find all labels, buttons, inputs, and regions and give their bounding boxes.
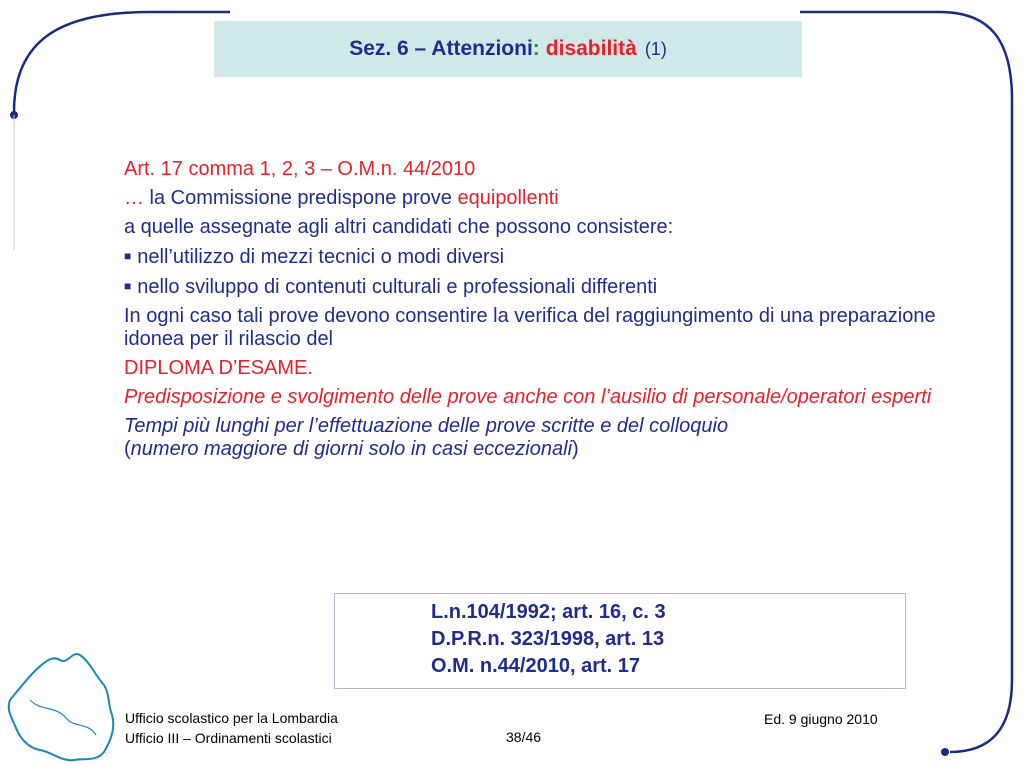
paren-open: ( xyxy=(124,438,131,460)
footer-org-line: Ufficio III – Ordinamenti scolastici xyxy=(125,730,332,746)
bullet-text: nello sviluppo di contenuti culturali e professionali differenti xyxy=(137,276,658,298)
commission-text: la Commissione predispone prove xyxy=(144,187,458,209)
legal-reference: D.P.R.n. 323/1998, art. 13 xyxy=(431,628,665,650)
title-highlight: disabilità xyxy=(545,37,637,60)
article-reference: Art. 17 comma 1, 2, 3 – O.M.n. 44/2010 xyxy=(124,158,476,180)
title-colon: : xyxy=(532,37,540,60)
assignment-statement: a quelle assegnate agli altri candidati che possono consistere: xyxy=(124,216,674,238)
bullet-item xyxy=(124,245,974,269)
personnel-statement: Predisposizione e svolgimento delle prove anche con l’ausilio di personale/operatori esperti xyxy=(124,386,932,408)
slide-title xyxy=(214,21,802,77)
bullet-item xyxy=(124,275,974,299)
title-prefix: Sez. 6 – Attenzioni xyxy=(349,37,533,60)
equipollenti-text: equipollenti xyxy=(457,187,559,209)
lombardia-map-icon xyxy=(9,654,114,760)
bullet-text: nell’utilizzo di mezzi tecnici o modi diversi xyxy=(137,246,505,268)
commission-statement xyxy=(124,187,974,210)
bullet-square-icon: ■ xyxy=(124,249,132,263)
slide-content xyxy=(124,158,974,467)
diploma-text: DIPLOMA D’ESAME. xyxy=(124,357,313,379)
legal-reference: L.n.104/1992; art. 16, c. 3 xyxy=(431,601,666,623)
time-note-text: numero maggiore di giorni solo in casi eccezionali xyxy=(130,438,573,460)
legal-reference: O.M. n.44/2010, art. 17 xyxy=(431,655,640,677)
paren-close: ) xyxy=(572,438,579,460)
edition-date: Ed. 9 giugno 2010 xyxy=(764,711,878,727)
page-number: 38/46 xyxy=(506,729,542,745)
title-number: (1) xyxy=(644,38,667,59)
legal-references-box xyxy=(334,593,906,689)
bullet-square-icon: ■ xyxy=(124,279,132,293)
footer-org-line: Ufficio scolastico per la Lombardia xyxy=(125,710,338,726)
time-statement: Tempi più lunghi per l’effettuazione delle prove scritte e del colloquio xyxy=(124,415,729,437)
verification-statement: In ogni caso tali prove devono consentire la verifica del raggiungimento di una preparazione idonea per il rilascio del xyxy=(124,305,936,350)
footer-organization xyxy=(125,708,338,748)
time-note xyxy=(124,438,974,461)
ellipsis: … xyxy=(124,187,144,209)
